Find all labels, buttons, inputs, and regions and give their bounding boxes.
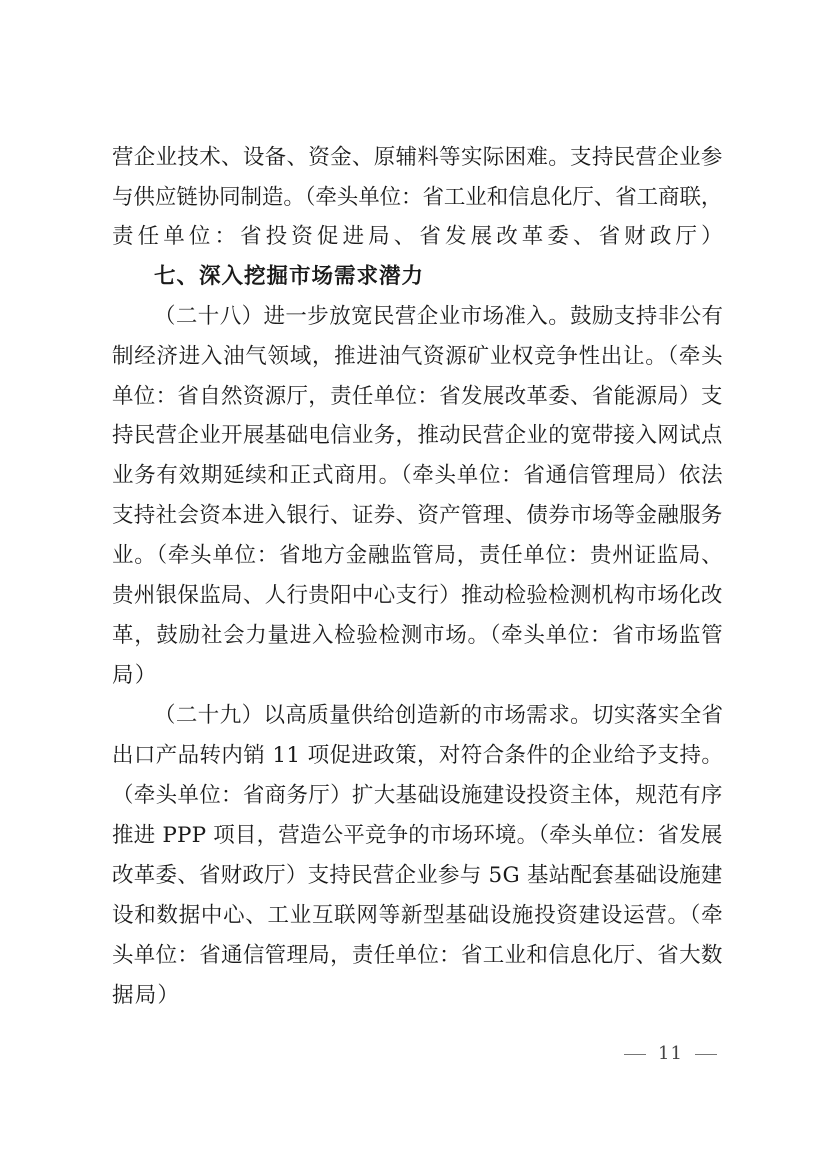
- text-line: 改革委、省财政厅）支持民营企业参与 5G 基站配套基础设施建: [112, 863, 723, 888]
- text-line: 单位：省自然资源厅，责任单位：省发展改革委、省能源局）支: [112, 384, 723, 409]
- dash-left: [624, 1054, 646, 1055]
- dash-right: [695, 1054, 717, 1055]
- text-line: 设和数据中心、工业互联网等新型基础设施投资建设运营。（牵: [112, 903, 724, 928]
- text-line: 责任单位：省投资促进局、省发展改革委、省财政厅）: [112, 224, 727, 249]
- text-line: 与供应链协同制造。（牵头单位：省工业和信息化厅、省工商联，: [112, 185, 723, 210]
- text-line: （牵头单位：省商务厅）扩大基础设施建设投资主体，规范有序: [112, 783, 723, 808]
- text-line: 贵州银保监局、人行贵阳中心支行）推动检验检测机构市场化改: [112, 583, 723, 608]
- text-line: （二十九）以高质量供给创造新的市场需求。切实落实全省: [154, 703, 724, 728]
- text-line: 局）: [112, 663, 158, 688]
- page-number: 11: [658, 1043, 683, 1064]
- text-line: （二十八）进一步放宽民营企业市场准入。鼓励支持非公有: [154, 304, 724, 329]
- section-heading: 七、深入挖掘市场需求潜力: [154, 264, 425, 289]
- text-line: 业。（牵头单位：省地方金融监管局，责任单位：贵州证监局、: [112, 543, 724, 568]
- text-line: 革，鼓励社会力量进入检验检测市场。（牵头单位：省市场监管: [112, 623, 724, 648]
- text-line: 营企业技术、设备、资金、原辅料等实际困难。支持民营企业参: [112, 145, 723, 170]
- text-line: 出口产品转内销 11 项促进政策，对符合条件的企业给予支持。: [112, 743, 724, 768]
- text-line: 持民营企业开展基础电信业务，推动民营企业的宽带接入网试点: [112, 423, 723, 448]
- text-line: 业务有效期延续和正式商用。（牵头单位：省通信管理局）依法: [112, 463, 724, 488]
- text-line: 支持社会资本进入银行、证券、资产管理、债券市场等金融服务: [112, 503, 723, 528]
- page-footer: [612, 1042, 712, 1066]
- text-line: 制经济进入油气领域，推进油气资源矿业权竞争性出让。（牵头: [112, 344, 724, 369]
- text-line: 据局）: [112, 983, 181, 1008]
- text-line: 推进 PPP 项目，营造公平竞争的市场环境。（牵头单位：省发展: [112, 823, 723, 848]
- text-line: 头单位：省通信管理局，责任单位：省工业和信息化厅、省大数: [112, 943, 723, 968]
